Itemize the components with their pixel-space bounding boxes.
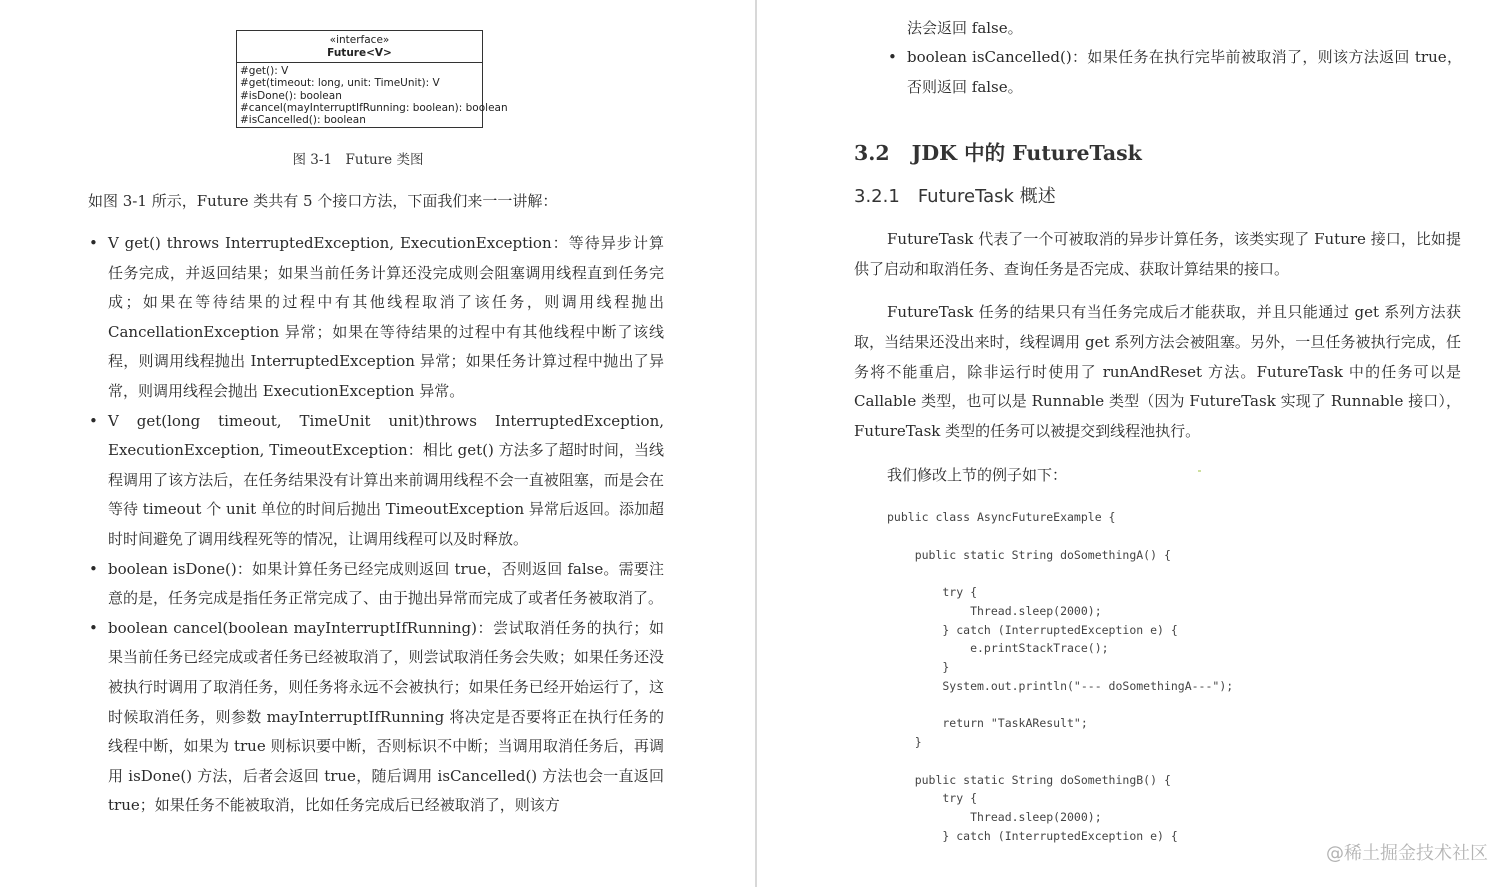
uml-class-diagram (236, 30, 508, 128)
intro-paragraph: 如图 3-1 所示，Future 类共有 5 个接口方法，下面我们来一一讲解： (88, 192, 558, 210)
code-line (887, 696, 1233, 715)
subsection-heading (854, 182, 1056, 208)
uml-stereotype: «interface» (329, 34, 390, 46)
method-list (88, 229, 664, 821)
uml-class-name: Future<V> (327, 47, 392, 59)
code-line: try { (887, 791, 978, 806)
code-line: return "TaskAResult"; (887, 716, 1088, 731)
section-title: JDK 中的 FutureTask (911, 141, 1142, 165)
body-paragraph: FutureTask 代表了一个可被取消的异步计算任务，该类实现了 Future 接口，比如提供了启动和取消任务、查询任务是否完成、获取计算结果的接口。 (854, 230, 1461, 278)
code-line: try { (887, 585, 978, 599)
code-line (887, 752, 1233, 771)
code-line: } catch (InterruptedException e) { (887, 828, 1178, 843)
list-item (887, 43, 1462, 102)
list-item-text: • boolean isDone()：如果计算任务已经完成则返回 true，否则返回 false。需要注意的是，任务完成是指任务正常完成了、由于抛出异常而完成了或者任务被取消了。 (108, 559, 664, 608)
right-page (757, 0, 1512, 887)
code-line: } catch (InterruptedException e) { (887, 622, 1178, 637)
list-item (88, 407, 664, 555)
uml-header (237, 31, 482, 63)
code-block (887, 508, 1233, 846)
left-page (0, 0, 755, 887)
uml-method: #get(): V (240, 65, 289, 77)
figure-caption: 图 3-1 Future 类图 (292, 152, 424, 168)
code-line: Thread.sleep(2000); (887, 810, 1102, 824)
list-item-text: • boolean isCancelled()：如果任务在执行完毕前被取消了，则该方法返回 true，否则返回 false。 (907, 48, 1462, 96)
list-item-text: • boolean cancel(boolean mayInterruptIfRunning)：尝试取消任务的执行；如果当前任务已经完成或者任务已经被取消了，则尝试取消任务会失败；如果任务还没被执行时调用了取消任务，则任务将永远不会被执行；如果任务已经开始运行了，这时候取消任务，则参数 mayInterruptIfRunning 将决定是否要将正在执行任务的线程中断，如果为 true 则标识要中断，否则标识不中断；当调用取消任务后，再调用 isDone() 方法，后者会返回 true，随后调用 isCancelled() 方法也会一直返回 true；如果任务不能被取消，比如任务完成后已经被取消了，则该方 (108, 618, 664, 815)
list-item (88, 229, 664, 407)
uml-methods (237, 63, 508, 128)
watermark: @稀土掘金技术社区 (1326, 843, 1488, 864)
code-line: public static String doSomethingA() { (887, 547, 1171, 562)
code-line: Thread.sleep(2000); (887, 603, 1102, 618)
code-line (887, 564, 1233, 583)
uml-method: #isCancelled(): boolean (240, 114, 366, 127)
list-item (88, 614, 664, 821)
uml-method: #get(timeout: long, unit: TimeUnit): V (240, 77, 440, 90)
subsection-number: 3.2.1 (854, 186, 900, 207)
code-line (887, 527, 1233, 546)
uml-method: #isDone(): boolean (240, 89, 342, 102)
code-line: public static String doSomethingB() { (887, 772, 1171, 787)
scan-speck (1198, 470, 1201, 472)
subsection-title: FutureTask 概述 (917, 186, 1056, 207)
body-paragraph: 我们修改上节的例子如下： (887, 466, 1068, 484)
continuation-text: 法会返回 false。 (907, 19, 1023, 37)
list-item-text: • V get() throws InterruptedException, ExecutionException：等待异步计算任务完成，并返回结果；如果当前任务计算还没完成则会阻塞调用线程直到任务完成；如果在等待结果的过程中有其他线程取消了该任务，则调用线程抛出 CancellationException 异常；如果在等待结果的过程中有其他线程中断了该线程，则调用线程抛出 InterruptedException 异常；如果任务计算过程中抛出了异常，则调用线程会抛出 ExecutionException 异常。 (108, 234, 664, 400)
section-number: 3.2 (854, 141, 890, 165)
code-line: e.printStackTrace(); (887, 641, 1109, 656)
section-heading (854, 136, 1142, 166)
list-item (88, 555, 664, 614)
list-item-text: • V get(long timeout, TimeUnit unit)throws InterruptedException, ExecutionException, TimeoutException：相比 get() 方法多了超时时间，当线程调用了该方法后，在任务结果没有计算出来前调用线程不会一直被阻塞，而是会在等待 timeout 个 unit 单位的时间后抛出 TimeoutException 异常后返回。添加超时时间避免了调用线程死等的情况，让调用线程可以及时释放。 (108, 411, 664, 548)
code-line: public class AsyncFutureExample { (887, 510, 1116, 524)
code-line: } (887, 660, 950, 674)
uml-method: #cancel(mayInterruptIfRunning: boolean): boolean (240, 101, 508, 114)
code-line: } (887, 735, 922, 749)
code-line: System.out.println("--- doSomethingA---"); (887, 678, 1234, 693)
body-paragraph: FutureTask 任务的结果只有当任务完成后才能获取，并且只能通过 get 系列方法获取，当结果还没出来时，线程调用 get 系列方法会被阻塞。另外，一旦任务被执行完成，任务将不能重启，除非运行时使用了 runAndReset 方法。FutureTask 中的任务可以是 Callable 类型，也可以是 Runnable 类型（因为 FutureTask 实现了 Runnable 接口），FutureTask 类型的任务可以被提交到线程池执行。 (854, 303, 1461, 441)
